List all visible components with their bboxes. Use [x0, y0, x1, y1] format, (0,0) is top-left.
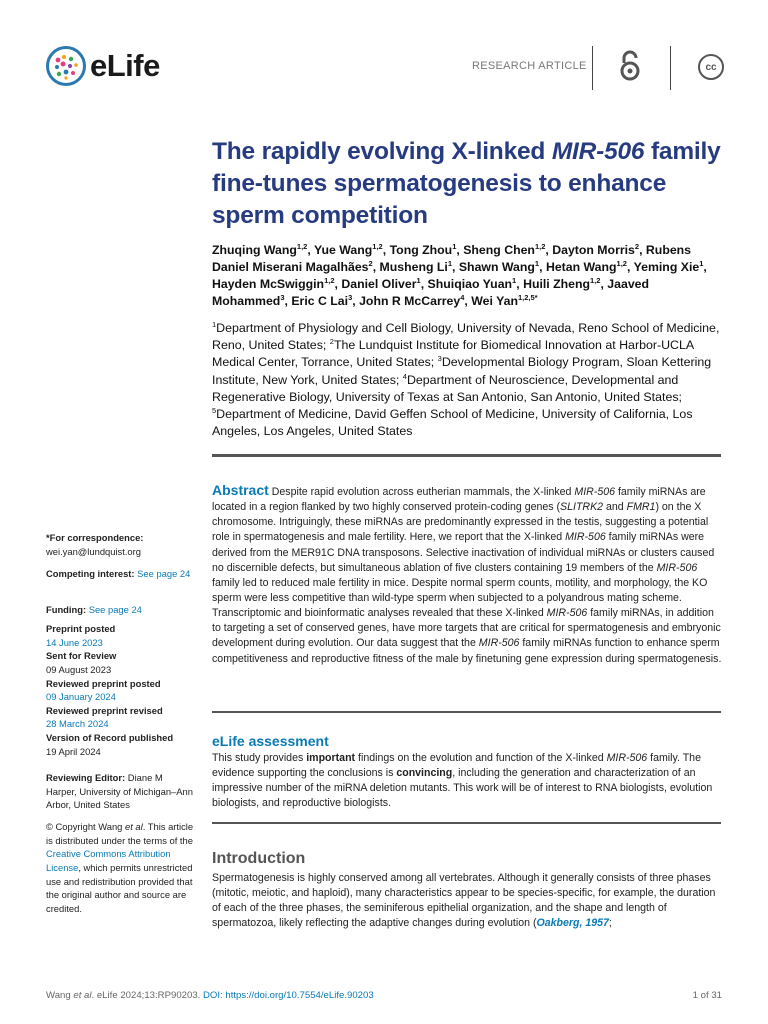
article-title: The rapidly evolving X-linked MIR-506 family fine-tunes spermatogenesis to enhance sperm competition [212, 138, 721, 229]
creative-commons-icon[interactable]: cc [698, 54, 724, 80]
history-date: 19 April 2024 [46, 745, 101, 757]
author-affiliation-marker: 1,2 [324, 276, 335, 286]
author-name[interactable]: Zhuqing Wang [212, 243, 297, 258]
affiliation-text: Department of Medicine, David Geffen School of Medicine, University of California, Los Angeles, Los Angeles, United States [212, 407, 693, 439]
affiliation-text: Department of Neuroscience, Developmental and Regenerative Biology, University of Texas at San Antonio, San Antonio, United States; [212, 372, 682, 404]
affiliation-text: Department of Physiology and Cell Biology, University of Nevada, Reno School of Medicine, Reno, United States; [212, 321, 720, 353]
correspondence-block: *For correspondence: wei.yan@lundquist.org [46, 532, 144, 557]
history-date[interactable]: 09 January 2024 [46, 691, 116, 703]
author-name[interactable]: Shuiqiao Yuan [427, 277, 513, 292]
affiliation-number: 1 [212, 320, 217, 329]
author-affiliation-marker: 2 [368, 259, 373, 269]
author-affiliation-marker: 2 [634, 242, 640, 251]
author-affiliation-marker: 1 [416, 276, 421, 286]
author-affiliation-marker: 4 [460, 293, 465, 303]
header-divider [592, 46, 593, 90]
affiliation-number: 4 [402, 371, 407, 381]
history-block [46, 622, 196, 758]
author-name[interactable]: Yue Wang [313, 243, 373, 258]
copyright-block: © Copyright Wang et al. This article is distributed under the terms of the Creative Commons Attribution License, which permits unrestricted use and redistribution provided that the original author and source are credited. [46, 821, 194, 914]
introduction-heading: Introduction [212, 850, 306, 867]
author-name[interactable]: Jaaved Mohammed [212, 277, 650, 309]
history-label: Preprint posted [46, 623, 116, 634]
abstract-heading: Abstract [212, 482, 269, 498]
author-name[interactable]: Tong Zhou [389, 243, 453, 258]
citation-link[interactable]: Oakberg, 1957 [536, 917, 609, 930]
competing-interest-link[interactable]: See page 24 [137, 568, 191, 579]
reviewing-editor-block: Reviewing Editor: Diane M Harper, University of Michigan–Ann Arbor, United States [46, 772, 193, 811]
author-name[interactable]: Wei Yan [471, 294, 518, 309]
author-name[interactable]: Rubens Daniel Miserani Magalhães [212, 243, 692, 275]
author-name[interactable]: Dayton Morris [552, 243, 635, 258]
author-affiliation-marker: 3 [348, 293, 353, 303]
author-name[interactable]: Sheng Chen [463, 243, 535, 258]
history-label: Sent for Review [46, 650, 117, 662]
author-name[interactable]: Hetan Wang [545, 260, 617, 275]
elife-logo[interactable] [46, 46, 160, 86]
abstract: Abstract Despite rapid evolution across eutherian mammals, the X-linked MIR-506 family miRNAs are located in a region flanked by two highly conserved protein-coding genes (SLITRK2 and FMR1) on the X chromosome. Intriguingly, these miRNAs are predominantly expressed in the testis, suggesting a potential role in spermatogenesis and male fertility. Here, we report that the X-linked MIR-506 family miRNAs were derived from the MER91C DNA transposons. Selective inactivation of individual miRNAs or clusters caused no discernible defects, but simultaneous ablation of five clusters containing 19 members of the MIR-506 family led to reduced male fertility in mice. Despite normal sperm counts, motility, and morphology, the KO sperm were less competitive than wild-type sperm when subjected to a polyandrous mating scheme. Transcriptomic and bioinformatic analyses revealed that these X-linked MIR-506 family miRNAs, in addition to targeting a set of conserved genes, have more targets that are critical for spermatogenesis and embryonic development during evolution. Our data suggest that the MIR-506 family miRNAs function to enhance sperm competitiveness and reproductive fitness of the male by finetuning gene expression during spermatogenesis. [212, 482, 722, 665]
author-name[interactable]: Huili Zheng [523, 277, 591, 292]
author-affiliation-marker: 1,2 [534, 242, 546, 251]
author-name[interactable]: Yeming Xie [633, 260, 700, 275]
open-access-icon[interactable] [618, 50, 642, 87]
article-type-label: RESEARCH ARTICLE [472, 60, 587, 72]
author-affiliation-marker: 1,2,5* [517, 293, 538, 303]
author-name[interactable]: Musheng Li [379, 260, 448, 275]
author-name[interactable]: Daniel Oliver [341, 277, 417, 292]
history-date[interactable]: 14 June 2023 [46, 636, 103, 648]
affiliation-text: The Lundquist Institute for Biomedical Innovation at Harbor-UCLA Medical Center, Torrance, United States; [212, 338, 694, 370]
page-number: 1 of 31 [692, 990, 722, 1001]
author-affiliation-marker: 1 [447, 259, 453, 269]
section-divider [212, 454, 721, 457]
author-affiliation-marker: 1,2 [372, 242, 383, 251]
assessment-text: This study provides important findings on the evolution and function of the X-linked MIR-506 family. The evidence supporting the conclusions is convincing, including the generation and characterization of an impressive number of the miRNA deletion mutants. This work will be of interest to RNA biologists, evolution biologists, and reproductive biologists. [212, 752, 713, 810]
affiliation-list [212, 320, 727, 440]
competing-interest-block: Competing interest: See page 24 [46, 568, 191, 579]
affiliation-number: 2 [329, 337, 334, 347]
section-divider [212, 711, 721, 713]
funding-link[interactable]: See page 24 [88, 604, 142, 615]
author-name[interactable]: Hayden McSwiggin [212, 277, 325, 292]
author-affiliation-marker: 1 [512, 276, 517, 286]
author-affiliation-marker: 1 [452, 242, 457, 251]
header-divider [670, 46, 671, 90]
affiliation-number: 3 [437, 354, 442, 364]
affiliation-text: Developmental Biology Program, Sloan Kettering Institute, New York, United States; [212, 355, 712, 387]
license-link[interactable]: Creative Commons Attribution License [46, 848, 171, 873]
author-name[interactable]: Eric C Lai [291, 294, 349, 309]
introduction-text: Spermatogenesis is highly conserved among all vertebrates. Although it generally consists of three phases (mitotic, meiotic, and haploid), many characteristics appear to be species-specific, for example, the duration of each of the three phases, the seminiferous epithelial organization, and the shape and length of spermatozoa, likely reflecting the adaptive changes during evolution (Oakberg, 1957; [212, 872, 716, 930]
section-divider [212, 822, 721, 824]
history-date[interactable]: 28 March 2024 [46, 718, 109, 730]
author-name[interactable]: Shawn Wang [458, 260, 535, 275]
author-affiliation-marker: 1,2 [590, 276, 601, 286]
author-name[interactable]: John R McCarrey [359, 294, 461, 309]
funding-block: Funding: See page 24 [46, 604, 142, 615]
history-label: Reviewed preprint revised [46, 704, 163, 716]
elife-wordmark: eLife [90, 48, 160, 83]
footer-citation: Wang et al. eLife 2024;13:RP90203. DOI: https://doi.org/10.7554/eLife.90203 [46, 990, 374, 1001]
assessment-heading: eLife assessment [212, 733, 329, 749]
correspondence-email[interactable]: wei.yan@lundquist.org [46, 545, 141, 557]
author-affiliation-marker: 1,2 [616, 259, 627, 269]
elife-logo-icon [46, 46, 86, 86]
history-label: Version of Record published [46, 732, 174, 743]
author-list: Zhuqing Wang$^{1,2}$, Yue Wang$^{1,2}$, Tong Zhou$^1$, Sheng Chen$^{1,2}$, Dayton Morris$^2$, Rubens Daniel Miserani Magalhães$^2$, Musheng Li$^1$, Shawn Wang$^1$, Hetan Wang$^{1,2}$, Yeming Xie$^1$, Hayden McSwiggin$^{1,2}$, Daniel Oliver$^1$, Shuiqiao Yuan$^1$, Huili Zheng$^{1,2}$, Jaaved Mohammed$^3$, Eric C Lai$^3$, John R McCarrey$^4$, Wei Yan$^{1,2,5*}$ [212, 242, 707, 309]
history-label: Reviewed preprint posted [46, 677, 161, 689]
affiliation-number: 5 [212, 406, 217, 416]
history-date: 09 August 2023 [46, 663, 112, 675]
doi-link[interactable]: DOI: https://doi.org/10.7554/eLife.90203 [203, 990, 374, 1001]
author-affiliation-marker: 3 [280, 293, 285, 303]
author-affiliation-marker: 1 [534, 259, 540, 269]
author-affiliation-marker: 1 [699, 259, 704, 269]
author-affiliation-marker: 1,2 [296, 242, 308, 251]
